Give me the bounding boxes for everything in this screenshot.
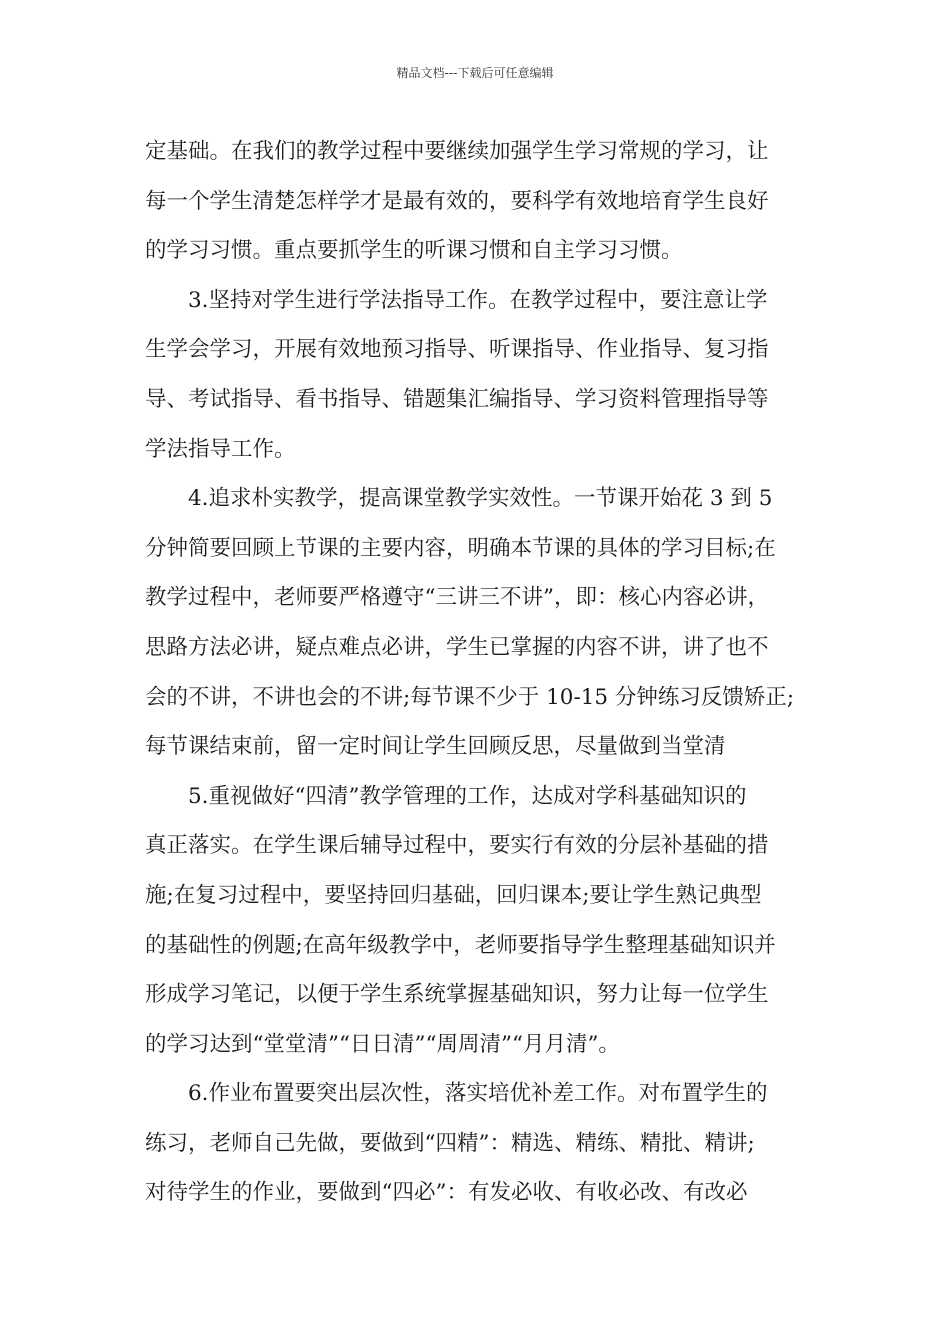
- text-line: 教学过程中，老师要严格遵守“三讲三不讲”，即：核心内容必讲，: [145, 585, 769, 611]
- text-line: 练习，老师自己先做，要做到“四精”：精选、精练、精批、精讲;: [145, 1130, 755, 1156]
- text-line: 学法指导工作。: [145, 436, 296, 462]
- text-line: 形成学习笔记，以便于学生系统掌握基础知识，努力让每一位学生: [145, 982, 769, 1008]
- text-line: 导、考试指导、看书指导、错题集汇编指导、学习资料管理指导等: [145, 386, 769, 412]
- paragraph-first-line: 5.重视做好“四清”教学管理的工作，达成对学科基础知识的: [188, 783, 747, 809]
- text-line: 会的不讲，不讲也会的不讲;每节课不少于 10-15 分钟练习反馈矫正;: [145, 684, 795, 710]
- text-line: 生学会学习，开展有效地预习指导、听课指导、作业指导、复习指: [145, 337, 769, 363]
- paragraph-first-line: 4.追求朴实教学，提高课堂教学实效性。一节课开始花 3 到 5: [188, 486, 773, 512]
- text-line: 的学习达到“堂堂清”“日日清”“周周清”“月月清”。: [145, 1031, 620, 1057]
- text-line: 施;在复习过程中，要坚持回归基础，回归课本;要让学生熟记典型: [145, 882, 762, 908]
- page-header: 精品文档---下载后可任意编辑: [396, 66, 554, 80]
- text-line: 每一个学生清楚怎样学才是最有效的，要科学有效地培育学生良好: [145, 188, 769, 214]
- paragraph-first-line: 3.坚持对学生进行学法指导工作。在教学过程中，要注意让学: [188, 287, 768, 313]
- text-line: 真正落实。在学生课后辅导过程中，要实行有效的分层补基础的措: [145, 833, 769, 859]
- text-line: 的学习习惯。重点要抓学生的听课习惯和自主学习习惯。: [145, 238, 683, 264]
- text-line: 每节课结束前，留一定时间让学生回顾反思，尽量做到当堂清: [145, 734, 726, 760]
- document-body: [145, 127, 830, 1218]
- text-line: 定基础。在我们的教学过程中要继续加强学生学习常规的学习，让: [145, 139, 769, 164]
- text-line: 的基础性的例题;在高年级教学中，老师要指导学生整理基础知识并: [145, 932, 776, 958]
- paragraph-first-line: 6.作业布置要突出层次性，落实培优补差工作。对布置学生的: [188, 1081, 768, 1107]
- text-line: 对待学生的作业，要做到“四必”：有发必收、有收必改、有改必: [145, 1180, 748, 1206]
- text-line: 分钟简要回顾上节课的主要内容，明确本节课的具体的学习目标;在: [145, 535, 776, 561]
- text-line: 思路方法必讲，疑点难点必讲，学生已掌握的内容不讲，讲了也不: [145, 634, 769, 660]
